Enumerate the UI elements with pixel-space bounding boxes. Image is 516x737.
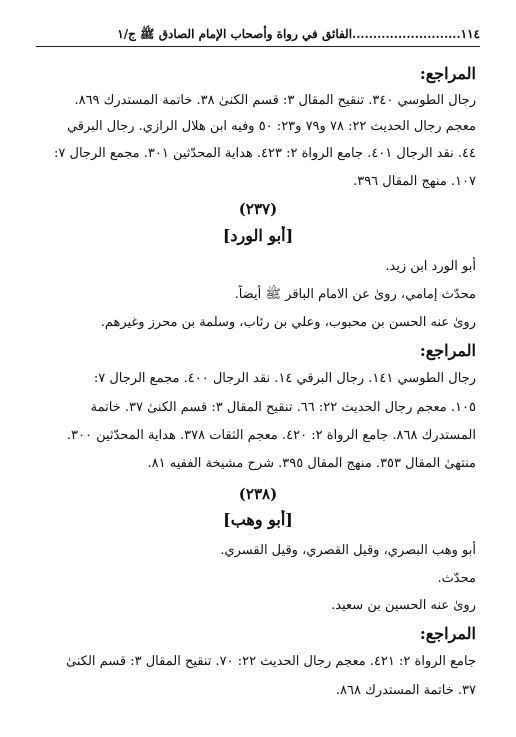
text-line: معجم رجال الحديث ٢٢: ٧٨ و٧٩ و٢٣: ٥٠ وفيه ابن هلال الرازي. رجال البرقي [66, 119, 476, 134]
text-line: روىٰ عنه الحسين بن سعيد. [331, 598, 476, 613]
entry-number: (٢٣٧) [238, 200, 278, 218]
text-line: رجال الطوسي ١٤١. رجال البرقي ١٤. نقد الرجال ٤٠٠. مجمع الرجال ٧: [93, 371, 476, 386]
running-header: ١١٤..........................الفائق في رواة وأصحاب الإمام الصادق ﷺ ج/١ [117, 27, 480, 41]
text-line: ٣٧. خاتمة المستدرك ٨٦٨. [335, 683, 476, 698]
header-rule [36, 46, 480, 47]
text-line: رجال الطوسي ٣٤٠. تنقيح المقال ٣: قسم الكنىٰ ٣٨. خاتمة المستدرك ٨٦٩. [74, 93, 476, 108]
text-line: ٤٤. نقد الرجال ٤٠١. جامع الرواة ٢: ٤٢٣. هداية المحدّثين ٣٠١. مجمع الرجال ٧: [54, 146, 476, 161]
text-line: أبو الورد ابن زيد. [385, 259, 476, 274]
text-line: محدّث إمامي، روىٰ عن الامام الباقر ﷺ أيضاً. [234, 287, 476, 302]
text-line: جامع الرواة ٢: ٤٢١. معجم رجال الحديث ٢٢: ٧٠. تنقيح المقال ٣: قسم الكنىٰ [66, 654, 476, 669]
text-line: أبو وهب البصري، وقيل القصري، وقيل القسري. [220, 543, 476, 558]
text-line: محدّث. [437, 571, 476, 586]
text-line: المستدرك ٨٦٨. جامع الرواة ٢: ٤٢٠. معجم الثقات ٣٧٨. هداية المحدّثين ٣٠٠. [66, 428, 476, 443]
entry-title: [أبو وهب] [223, 510, 293, 529]
text-line: ١٠٥. معجم رجال الحديث ٢٢: ٦٦. تنقيح المقال ٣: قسم الكنىٰ ٣٧. خاتمة [90, 400, 476, 415]
references-heading: المراجع: [419, 341, 476, 360]
entry-number: (٢٣٨) [238, 485, 278, 503]
text-line: روىٰ عنه الحسن بن محبوب، وعلي بن رئاب، وسلمة بن محرز وغيرهم. [100, 315, 476, 330]
references-heading: المراجع: [419, 64, 476, 83]
text-line: منتهىٰ المقال ٣٥٣. منهج المقال ٣٩٥. شرح مشيخة الفقيه ٨١. [147, 456, 476, 471]
references-heading: المراجع: [419, 624, 476, 643]
entry-title: [أبو الورد] [222, 226, 294, 245]
text-line: ١٠٧. منهج المقال ٣٩٦. [353, 174, 476, 189]
